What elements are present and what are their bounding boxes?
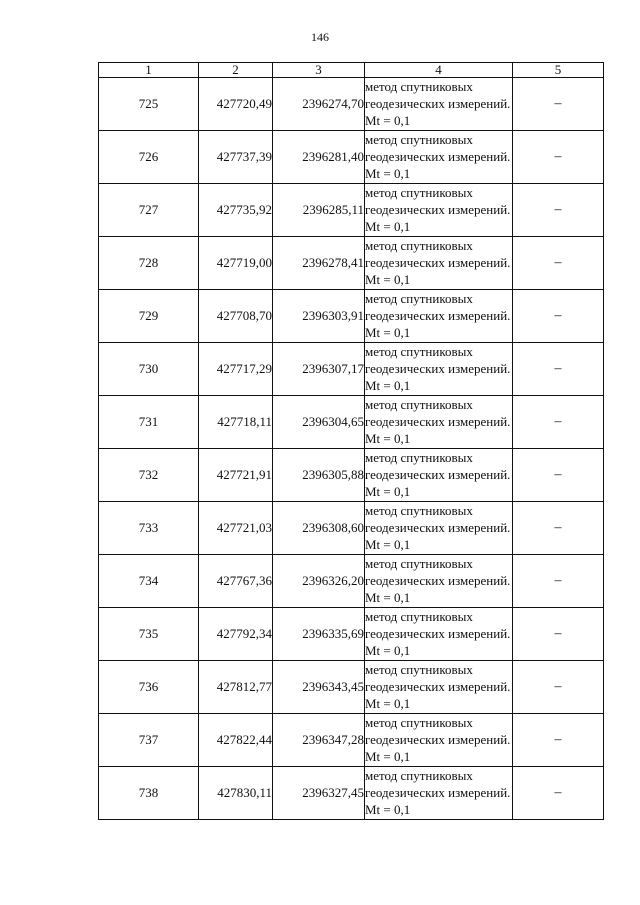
- x-coordinate-cell: 427718,11: [199, 396, 273, 449]
- header-cell: 1: [99, 63, 199, 78]
- y-coordinate-cell: 2396281,40: [273, 131, 365, 184]
- point-number-cell: 730: [99, 343, 199, 396]
- table-row: [99, 290, 604, 343]
- method-cell: метод спутниковых геодезических измерений. Mt = 0,1: [365, 343, 513, 396]
- point-number-cell: 736: [99, 661, 199, 714]
- table-row: [99, 714, 604, 767]
- header-cell: 4: [365, 63, 513, 78]
- method-cell: метод спутниковых геодезических измерений. Mt = 0,1: [365, 184, 513, 237]
- x-coordinate-cell: 427721,91: [199, 449, 273, 502]
- method-cell: метод спутниковых геодезических измерений. Mt = 0,1: [365, 237, 513, 290]
- table-row: [99, 502, 604, 555]
- y-coordinate-cell: 2396303,91: [273, 290, 365, 343]
- note-cell: –: [513, 555, 604, 608]
- y-coordinate-cell: 2396285,11: [273, 184, 365, 237]
- note-cell: –: [513, 290, 604, 343]
- point-number-cell: 727: [99, 184, 199, 237]
- table-row: [99, 555, 604, 608]
- method-cell: метод спутниковых геодезических измерений. Mt = 0,1: [365, 78, 513, 131]
- point-number-cell: 735: [99, 608, 199, 661]
- note-cell: –: [513, 608, 604, 661]
- method-cell: метод спутниковых геодезических измерений. Mt = 0,1: [365, 396, 513, 449]
- method-cell: метод спутниковых геодезических измерений. Mt = 0,1: [365, 608, 513, 661]
- coordinates-table: [98, 62, 604, 820]
- x-coordinate-cell: 427822,44: [199, 714, 273, 767]
- point-number-cell: 731: [99, 396, 199, 449]
- x-coordinate-cell: 427717,29: [199, 343, 273, 396]
- header-cell: 3: [273, 63, 365, 78]
- y-coordinate-cell: 2396308,60: [273, 502, 365, 555]
- method-cell: метод спутниковых геодезических измерений. Mt = 0,1: [365, 714, 513, 767]
- x-coordinate-cell: 427792,34: [199, 608, 273, 661]
- point-number-cell: 738: [99, 767, 199, 820]
- y-coordinate-cell: 2396327,45: [273, 767, 365, 820]
- header-cell: 5: [513, 63, 604, 78]
- method-cell: метод спутниковых геодезических измерений. Mt = 0,1: [365, 131, 513, 184]
- method-cell: метод спутниковых геодезических измерений. Mt = 0,1: [365, 449, 513, 502]
- x-coordinate-cell: 427735,92: [199, 184, 273, 237]
- method-cell: метод спутниковых геодезических измерений. Mt = 0,1: [365, 290, 513, 343]
- note-cell: –: [513, 767, 604, 820]
- header-row: [99, 63, 604, 78]
- table-row: [99, 343, 604, 396]
- y-coordinate-cell: 2396278,41: [273, 237, 365, 290]
- x-coordinate-cell: 427721,03: [199, 502, 273, 555]
- y-coordinate-cell: 2396307,17: [273, 343, 365, 396]
- table-row: [99, 449, 604, 502]
- table-body: [99, 78, 604, 820]
- x-coordinate-cell: 427767,36: [199, 555, 273, 608]
- x-coordinate-cell: 427830,11: [199, 767, 273, 820]
- y-coordinate-cell: 2396305,88: [273, 449, 365, 502]
- table-row: [99, 237, 604, 290]
- table-row: [99, 78, 604, 131]
- note-cell: –: [513, 661, 604, 714]
- x-coordinate-cell: 427720,49: [199, 78, 273, 131]
- table-row: [99, 608, 604, 661]
- y-coordinate-cell: 2396347,28: [273, 714, 365, 767]
- point-number-cell: 729: [99, 290, 199, 343]
- note-cell: –: [513, 714, 604, 767]
- table-row: [99, 767, 604, 820]
- note-cell: –: [513, 343, 604, 396]
- point-number-cell: 733: [99, 502, 199, 555]
- table-row: [99, 184, 604, 237]
- table-row: [99, 661, 604, 714]
- note-cell: –: [513, 78, 604, 131]
- x-coordinate-cell: 427812,77: [199, 661, 273, 714]
- point-number-cell: 725: [99, 78, 199, 131]
- point-number-cell: 728: [99, 237, 199, 290]
- note-cell: –: [513, 237, 604, 290]
- note-cell: –: [513, 502, 604, 555]
- header-cell: 2: [199, 63, 273, 78]
- y-coordinate-cell: 2396343,45: [273, 661, 365, 714]
- x-coordinate-cell: 427737,39: [199, 131, 273, 184]
- table-row: [99, 131, 604, 184]
- y-coordinate-cell: 2396326,20: [273, 555, 365, 608]
- point-number-cell: 737: [99, 714, 199, 767]
- point-number-cell: 726: [99, 131, 199, 184]
- method-cell: метод спутниковых геодезических измерений. Mt = 0,1: [365, 502, 513, 555]
- note-cell: –: [513, 184, 604, 237]
- note-cell: –: [513, 449, 604, 502]
- note-cell: –: [513, 131, 604, 184]
- x-coordinate-cell: 427719,00: [199, 237, 273, 290]
- method-cell: метод спутниковых геодезических измерений. Mt = 0,1: [365, 661, 513, 714]
- y-coordinate-cell: 2396304,65: [273, 396, 365, 449]
- y-coordinate-cell: 2396335,69: [273, 608, 365, 661]
- y-coordinate-cell: 2396274,70: [273, 78, 365, 131]
- point-number-cell: 734: [99, 555, 199, 608]
- table-row: [99, 396, 604, 449]
- page-number: 146: [311, 30, 329, 44]
- point-number-cell: 732: [99, 449, 199, 502]
- note-cell: –: [513, 396, 604, 449]
- method-cell: метод спутниковых геодезических измерений. Mt = 0,1: [365, 767, 513, 820]
- x-coordinate-cell: 427708,70: [199, 290, 273, 343]
- method-cell: метод спутниковых геодезических измерений. Mt = 0,1: [365, 555, 513, 608]
